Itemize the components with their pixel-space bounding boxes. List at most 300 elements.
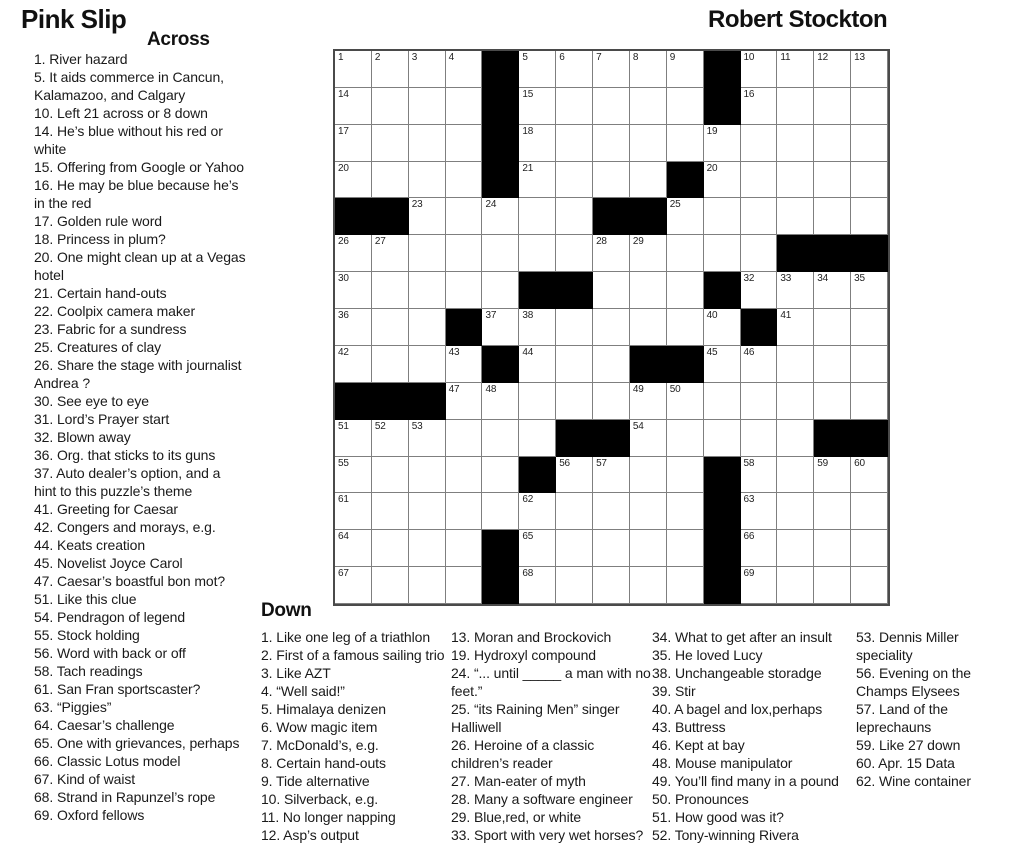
grid-cell[interactable] [556, 51, 593, 88]
cell-number: 26 [338, 236, 349, 248]
grid-cell[interactable] [704, 235, 741, 272]
grid-cell[interactable] [814, 309, 851, 346]
black-cell [593, 198, 630, 235]
cell-number: 16 [743, 88, 755, 100]
across-clue: 65. One with grievances, perhaps [34, 735, 240, 751]
black-cell [519, 457, 556, 494]
across-clue: 30. See eye to eye [34, 393, 149, 409]
grid-cell[interactable] [741, 51, 778, 88]
grid-cell[interactable] [372, 272, 409, 309]
grid-cell[interactable] [335, 272, 372, 309]
grid-cell[interactable] [519, 383, 556, 420]
cell-number: 69 [743, 568, 755, 580]
grid-cell[interactable] [446, 198, 483, 235]
grid-cell[interactable] [593, 272, 630, 309]
grid-cell[interactable] [593, 309, 630, 346]
grid-cell[interactable] [851, 198, 888, 235]
grid-cell[interactable] [593, 51, 630, 88]
grid-cell[interactable] [556, 567, 593, 604]
cell-number: 3 [411, 52, 418, 63]
grid-cell[interactable] [409, 567, 446, 604]
across-clue: 1. River hazard [34, 51, 128, 67]
grid-cell[interactable] [482, 420, 519, 457]
down-clue: 13. Moran and Brockovich [451, 629, 612, 645]
cell-number: 10 [743, 52, 755, 63]
down-clue: 3. Like AZT [261, 665, 331, 681]
grid-cell[interactable] [372, 530, 409, 567]
grid-cell[interactable] [777, 530, 814, 567]
grid-cell[interactable] [446, 383, 483, 420]
grid-cell[interactable] [667, 493, 704, 530]
cell-number: 57 [596, 457, 607, 469]
grid-cell[interactable] [667, 420, 704, 457]
grid-cell[interactable] [704, 309, 741, 346]
grid-cell[interactable] [335, 51, 372, 88]
across-clue: 63. “Piggies” [34, 699, 112, 715]
black-cell [667, 346, 704, 383]
cell-number: 62 [522, 494, 534, 506]
grid-cell[interactable] [409, 346, 446, 383]
grid-cell[interactable] [851, 309, 888, 346]
grid-cell[interactable] [851, 125, 888, 162]
grid-cell[interactable] [372, 493, 409, 530]
black-cell [704, 272, 741, 309]
grid-cell[interactable] [704, 162, 741, 199]
grid-cell[interactable] [482, 235, 519, 272]
cell-number: 64 [338, 531, 349, 543]
across-clue: 5. It aids commerce in Cancun, Kalamazoo, and Calgary [34, 69, 224, 103]
grid-cell[interactable] [667, 198, 704, 235]
grid-cell[interactable] [630, 125, 667, 162]
grid-cell[interactable] [741, 272, 778, 309]
puzzle-author: Robert Stockton [708, 6, 888, 33]
across-clue: 64. Caesar’s challenge [34, 717, 175, 733]
down-clue: 57. Land of the leprechauns [856, 701, 948, 735]
grid-cell[interactable] [409, 272, 446, 309]
cell-number: 13 [854, 52, 865, 63]
grid-cell[interactable] [446, 420, 483, 457]
cell-number: 27 [374, 236, 386, 248]
grid-cell[interactable] [593, 125, 630, 162]
grid-cell[interactable] [446, 51, 483, 88]
down-clue: 50. Pronounces [652, 791, 749, 807]
down-clue: 5. Himalaya denizen [261, 701, 386, 717]
down-clue: 43. Buttress [652, 719, 726, 735]
grid-cell[interactable] [851, 162, 888, 199]
grid-cell[interactable] [519, 125, 556, 162]
down-clue: 53. Dennis Miller speciality [856, 629, 959, 663]
grid-cell[interactable] [814, 125, 851, 162]
cell-number: 67 [338, 568, 349, 580]
grid-cell[interactable] [814, 457, 851, 494]
grid-cell[interactable] [482, 198, 519, 235]
cell-number: 51 [338, 420, 349, 432]
grid-cell[interactable] [556, 309, 593, 346]
across-clue: 31. Lord’s Prayer start [34, 411, 170, 427]
grid-cell[interactable] [556, 125, 593, 162]
grid-cell[interactable] [519, 235, 556, 272]
down-clue: 38. Unchangeable storadge [652, 665, 822, 681]
grid-cell[interactable] [409, 309, 446, 346]
cell-number: 29 [632, 236, 644, 248]
grid-cell[interactable] [741, 125, 778, 162]
grid-cell[interactable] [851, 272, 888, 309]
grid-cell[interactable] [372, 567, 409, 604]
grid-cell[interactable] [446, 88, 483, 125]
grid-cell[interactable] [814, 51, 851, 88]
grid-cell[interactable] [741, 420, 778, 457]
across-clue: 56. Word with back or off [34, 645, 186, 661]
cell-number: 33 [780, 273, 792, 285]
grid-cell[interactable] [630, 162, 667, 199]
grid-cell[interactable] [630, 493, 667, 530]
black-cell [482, 125, 519, 162]
grid-cell[interactable] [482, 309, 519, 346]
grid-cell[interactable] [446, 457, 483, 494]
grid-cell[interactable] [630, 272, 667, 309]
across-clue: 44. Keats creation [34, 537, 146, 553]
across-clue: 15. Offering from Google or Yahoo [34, 159, 244, 175]
across-clue: 20. One might clean up at a Vegas hotel [34, 249, 246, 283]
grid-cell[interactable] [741, 493, 778, 530]
black-cell [372, 198, 409, 235]
grid-cell[interactable] [409, 235, 446, 272]
black-cell [704, 493, 741, 530]
black-cell [704, 51, 741, 88]
cell-number: 1 [338, 52, 344, 63]
cell-number: 55 [338, 457, 349, 469]
grid-cell[interactable] [777, 272, 814, 309]
grid-cell[interactable] [667, 51, 704, 88]
grid-cell[interactable] [556, 235, 593, 272]
cell-number: 24 [485, 199, 497, 211]
down-clue: 10. Silverback, e.g. [261, 791, 379, 807]
cell-number: 61 [338, 494, 349, 506]
black-cell [704, 88, 741, 125]
grid-cell[interactable] [372, 162, 409, 199]
grid-cell[interactable] [335, 88, 372, 125]
down-clue: 59. Like 27 down [856, 737, 961, 753]
grid-cell[interactable] [335, 309, 372, 346]
grid-cell[interactable] [409, 493, 446, 530]
grid-cell[interactable] [667, 272, 704, 309]
down-clue: 1. Like one leg of a triathlon [261, 629, 431, 645]
down-clue: 24. “... until _____ a man with no feet.” [451, 665, 651, 699]
grid-cell[interactable] [556, 493, 593, 530]
down-clue: 12. Asp’s output [261, 827, 359, 843]
grid-cell[interactable] [372, 125, 409, 162]
grid-cell[interactable] [372, 88, 409, 125]
grid-cell[interactable] [630, 309, 667, 346]
grid-cell[interactable] [519, 420, 556, 457]
grid-cell[interactable] [851, 493, 888, 530]
grid-cell[interactable] [777, 420, 814, 457]
grid-cell[interactable] [814, 346, 851, 383]
down-clue: 6. Wow magic item [261, 719, 378, 735]
grid-cell[interactable] [446, 346, 483, 383]
grid-cell[interactable] [556, 383, 593, 420]
grid-cell[interactable] [741, 457, 778, 494]
grid-cell[interactable] [372, 51, 409, 88]
grid-cell[interactable] [593, 235, 630, 272]
grid-cell[interactable] [593, 493, 630, 530]
cell-number: 54 [632, 420, 644, 432]
grid-cell[interactable] [519, 162, 556, 199]
grid-cell[interactable] [372, 420, 409, 457]
grid-cell[interactable] [741, 530, 778, 567]
black-cell [446, 309, 483, 346]
cell-number: 35 [854, 273, 865, 285]
grid-cell[interactable] [335, 530, 372, 567]
grid-cell[interactable] [777, 346, 814, 383]
grid-cell[interactable] [482, 272, 519, 309]
grid-cell[interactable] [741, 198, 778, 235]
cell-number: 68 [522, 568, 534, 580]
grid-cell[interactable] [593, 530, 630, 567]
down-clue: 19. Hydroxyl compound [451, 647, 596, 663]
grid-cell[interactable] [777, 309, 814, 346]
cell-number: 34 [817, 273, 828, 285]
grid-cell[interactable] [409, 420, 446, 457]
grid-cell[interactable] [814, 383, 851, 420]
grid-cell[interactable] [335, 162, 372, 199]
across-clue: 68. Strand in Rapunzel’s rope [34, 789, 216, 805]
grid-cell[interactable] [556, 457, 593, 494]
grid-cell[interactable] [593, 346, 630, 383]
grid-cell[interactable] [446, 162, 483, 199]
grid-cell[interactable] [814, 162, 851, 199]
grid-cell[interactable] [667, 125, 704, 162]
grid-cell[interactable] [409, 530, 446, 567]
black-cell [814, 235, 851, 272]
grid-cell[interactable] [409, 88, 446, 125]
grid-cell[interactable] [630, 457, 667, 494]
grid-cell[interactable] [446, 567, 483, 604]
cell-number: 58 [743, 457, 755, 469]
black-cell [482, 567, 519, 604]
grid-cell[interactable] [630, 530, 667, 567]
cell-number: 25 [669, 199, 681, 211]
down-clue: 40. A bagel and lox,perhaps [652, 701, 823, 717]
grid-cell[interactable] [593, 457, 630, 494]
down-clue-column-1 [261, 628, 451, 844]
grid-cell[interactable] [777, 457, 814, 494]
across-clue: 17. Golden rule word [34, 213, 162, 229]
grid-cell[interactable] [704, 125, 741, 162]
grid-cell[interactable] [704, 420, 741, 457]
grid-cell[interactable] [741, 88, 778, 125]
grid-cell[interactable] [335, 457, 372, 494]
grid-cell[interactable] [777, 567, 814, 604]
grid-cell[interactable] [446, 235, 483, 272]
grid-cell[interactable] [372, 235, 409, 272]
cell-number: 11 [780, 52, 791, 63]
grid-cell[interactable] [814, 88, 851, 125]
grid-cell[interactable] [593, 88, 630, 125]
grid-cell[interactable] [372, 309, 409, 346]
cell-number: 63 [743, 494, 755, 506]
down-clue: 9. Tide alternative [261, 773, 370, 789]
black-cell [409, 383, 446, 420]
grid-cell[interactable] [741, 346, 778, 383]
grid-cell[interactable] [777, 198, 814, 235]
cell-number: 19 [706, 125, 718, 137]
grid-cell[interactable] [741, 235, 778, 272]
grid-cell[interactable] [667, 88, 704, 125]
black-cell [704, 457, 741, 494]
grid-cell[interactable] [851, 530, 888, 567]
grid-cell[interactable] [519, 530, 556, 567]
across-clue: 21. Certain hand-outs [34, 285, 167, 301]
grid-cell[interactable] [630, 420, 667, 457]
grid-cell[interactable] [335, 493, 372, 530]
grid-cell[interactable] [667, 383, 704, 420]
cell-number: 20 [338, 162, 349, 174]
grid-cell[interactable] [777, 125, 814, 162]
grid-cell[interactable] [593, 162, 630, 199]
grid-cell[interactable] [409, 162, 446, 199]
across-clue: 26. Share the stage with journalist Andrea ? [34, 357, 242, 391]
grid-cell[interactable] [851, 567, 888, 604]
down-clue: 49. You’ll find many in a pound [652, 773, 839, 789]
black-cell [335, 198, 372, 235]
across-clue: 37. Auto dealer’s option, and a hint to this puzzle’s theme [34, 465, 221, 499]
cell-number: 20 [706, 162, 718, 174]
grid-cell[interactable] [851, 346, 888, 383]
cell-number: 2 [374, 52, 381, 63]
grid-cell[interactable] [667, 457, 704, 494]
grid-cell[interactable] [519, 309, 556, 346]
grid-cell[interactable] [741, 383, 778, 420]
cell-number: 7 [596, 52, 602, 63]
black-cell [556, 420, 593, 457]
down-clue: 2. First of a famous sailing trio [261, 647, 445, 663]
down-clue: 7. McDonald’s, e.g. [261, 737, 379, 753]
grid-cell[interactable] [704, 198, 741, 235]
grid-cell[interactable] [335, 125, 372, 162]
grid-cell[interactable] [777, 383, 814, 420]
down-clue: 4. “Well said!” [261, 683, 345, 699]
grid-cell[interactable] [335, 235, 372, 272]
grid-cell[interactable] [482, 383, 519, 420]
across-clue: 14. He’s blue without his red or white [34, 123, 223, 157]
grid-cell[interactable] [630, 51, 667, 88]
grid-cell[interactable] [630, 235, 667, 272]
grid-cell[interactable] [777, 493, 814, 530]
cell-number: 17 [338, 125, 349, 137]
grid-cell[interactable] [630, 88, 667, 125]
grid-cell[interactable] [372, 346, 409, 383]
cell-number: 4 [448, 52, 454, 63]
across-clue: 54. Pendragon of legend [34, 609, 186, 625]
grid-cell[interactable] [519, 88, 556, 125]
cell-number: 52 [374, 420, 386, 432]
cell-number: 14 [338, 88, 349, 100]
grid-cell[interactable] [814, 493, 851, 530]
grid-cell[interactable] [335, 346, 372, 383]
grid-cell[interactable] [446, 125, 483, 162]
grid-cell[interactable] [556, 346, 593, 383]
grid-cell[interactable] [593, 567, 630, 604]
cell-number: 66 [743, 531, 755, 543]
cell-number: 47 [448, 383, 460, 395]
grid-cell[interactable] [593, 383, 630, 420]
grid-cell[interactable] [372, 457, 409, 494]
grid-cell[interactable] [667, 235, 704, 272]
black-cell [814, 420, 851, 457]
down-clue: 48. Mouse manipulator [652, 755, 793, 771]
grid-cell[interactable] [482, 493, 519, 530]
grid-cell[interactable] [335, 420, 372, 457]
down-clue: 62. Wine container [856, 773, 971, 789]
grid-cell[interactable] [556, 198, 593, 235]
grid-cell[interactable] [814, 567, 851, 604]
grid-cell[interactable] [519, 493, 556, 530]
grid-cell[interactable] [446, 530, 483, 567]
grid-cell[interactable] [704, 383, 741, 420]
puzzle-title: Pink Slip [21, 4, 127, 34]
grid-cell[interactable] [409, 51, 446, 88]
grid-cell[interactable] [482, 457, 519, 494]
grid-cell[interactable] [851, 383, 888, 420]
grid-cell[interactable] [446, 493, 483, 530]
grid-cell[interactable] [851, 51, 888, 88]
cell-number: 32 [743, 273, 755, 285]
grid-cell[interactable] [741, 567, 778, 604]
grid-cell[interactable] [777, 88, 814, 125]
grid-cell[interactable] [814, 198, 851, 235]
grid-cell[interactable] [409, 457, 446, 494]
grid-cell[interactable] [630, 567, 667, 604]
grid-cell[interactable] [777, 51, 814, 88]
cell-number: 40 [706, 310, 718, 322]
cell-number: 6 [559, 52, 565, 63]
grid-cell[interactable] [556, 530, 593, 567]
grid-cell[interactable] [630, 383, 667, 420]
grid-cell[interactable] [519, 198, 556, 235]
cell-number: 60 [854, 457, 865, 469]
grid-cell[interactable] [704, 346, 741, 383]
grid-cell[interactable] [519, 346, 556, 383]
grid-cell[interactable] [667, 309, 704, 346]
grid-cell[interactable] [519, 51, 556, 88]
grid-cell[interactable] [519, 567, 556, 604]
grid-cell[interactable] [667, 530, 704, 567]
grid-cell[interactable] [556, 162, 593, 199]
cell-number: 45 [706, 346, 718, 358]
grid-cell[interactable] [335, 567, 372, 604]
across-clue: 23. Fabric for a sundress [34, 321, 187, 337]
down-clue: 26. Heroine of a classic children’s reader [451, 737, 595, 771]
grid-cell[interactable] [814, 530, 851, 567]
grid-cell[interactable] [667, 567, 704, 604]
cell-number: 36 [338, 310, 349, 322]
grid-cell[interactable] [556, 88, 593, 125]
grid-cell[interactable] [446, 272, 483, 309]
down-clue: 25. “its Raining Men” singer Halliwell [451, 701, 620, 735]
grid-cell[interactable] [741, 162, 778, 199]
grid-cell[interactable] [814, 272, 851, 309]
grid-cell[interactable] [851, 88, 888, 125]
grid-cell[interactable] [409, 198, 446, 235]
grid-cell[interactable] [777, 162, 814, 199]
down-clue: 8. Certain hand-outs [261, 755, 386, 771]
cell-number: 15 [522, 88, 534, 100]
down-clue: 35. He loved Lucy [652, 647, 763, 663]
grid-cell[interactable] [409, 125, 446, 162]
down-header: Down [261, 600, 312, 621]
grid-cell[interactable] [851, 457, 888, 494]
